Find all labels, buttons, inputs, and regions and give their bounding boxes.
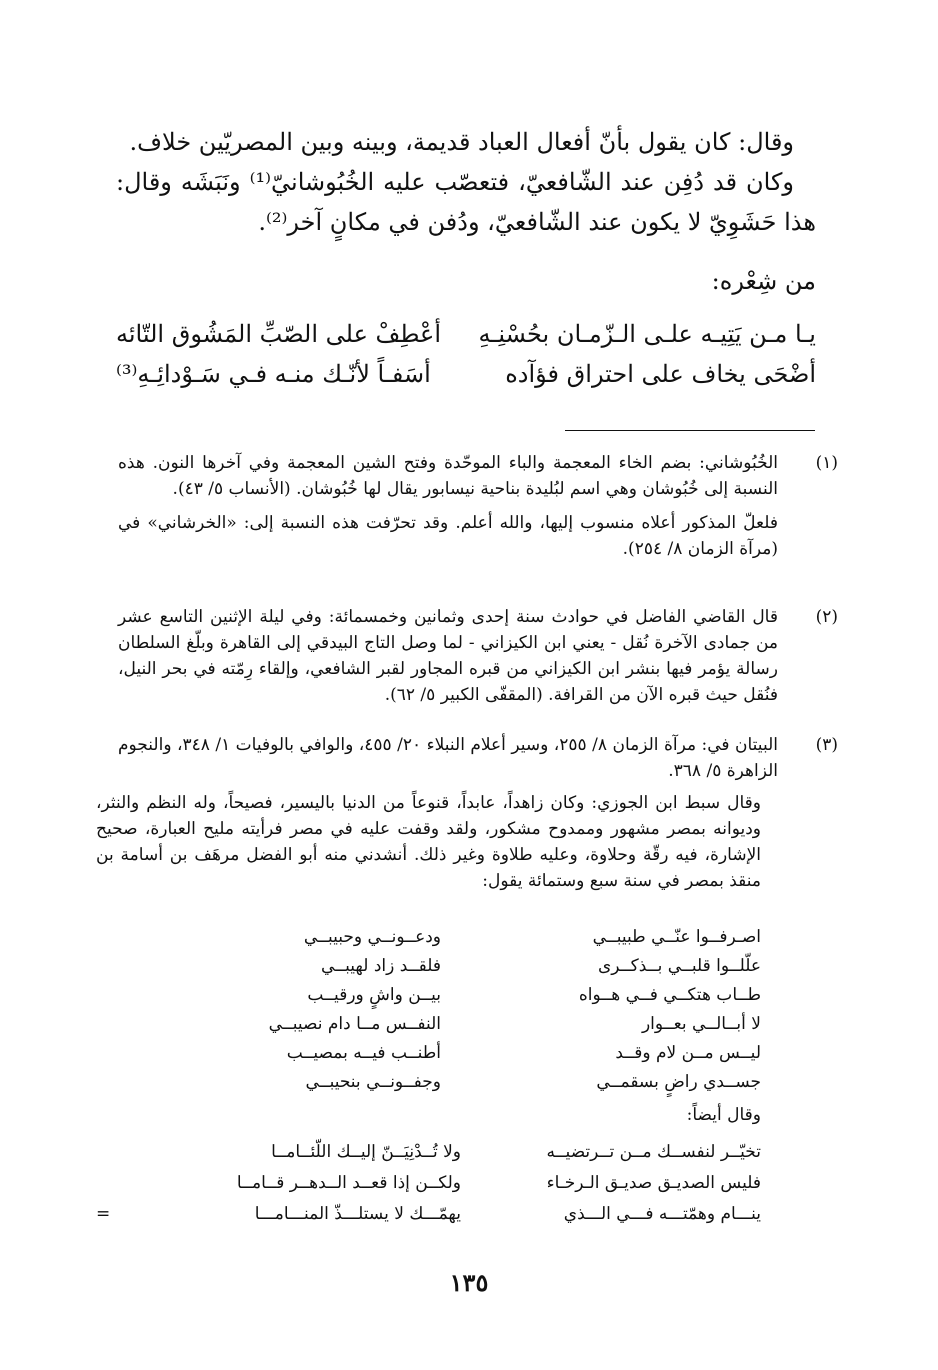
hemistich-second: أطنــب فيــه بمصيــب: [286, 1042, 441, 1063]
main-text: [116, 122, 816, 242]
footnote-1: [118, 450, 838, 562]
hemistich-first: اصـرفــوا عنّــي طبيبــي: [592, 926, 761, 947]
hemistich-first: ليــس مــن لام وقــد: [615, 1042, 761, 1063]
main-paragraph-1: وقال: كان يقول بأنّ أفعال العباد قديمة، وبينه وبين المصريّين خلاف.: [129, 128, 794, 156]
poem-2-line: [201, 1038, 761, 1067]
bio-text: وقال سبط ابن الجوزي: وكان زاهداً، عابداً، قنوعاً من الدنيا باليسير، فصيحاً، وله النظم والنثر، وديوانه بمصر مشهور وممدوح مشكور، ولقد وقفت عليه في مصر فرأيته مليح العبارة، صحيح الإشارة، فيه رقّة وحلاوة، وعليه طلاوة وغير ذلك. أنشدني منه أبو الفضل مرهَف بن أسامة بن منقذ بمصر في سنة سبع وستمائة يقول:: [96, 793, 761, 891]
hemistich-first: جســدي راضٍ بسقمــي: [596, 1071, 761, 1092]
hemistich-second: ولا تُــدْنِيَــنّ إليــك اللّئــامــا: [271, 1141, 461, 1162]
hemistich-first: فليس الصديـق صديـق الـرخـاء: [546, 1172, 761, 1193]
page-number: ١٣٥: [449, 1268, 489, 1297]
footnote-number: (٢): [815, 607, 838, 627]
footnote-paragraph: الخُبُوشاني: بضم الخاء المعجمة والباء الموحّدة وفتح الشين المعجمة وفي آخرها النون. هذه النسبة إلى خُبُوشان وهي اسم لبُليدة بناحية نيسابور يقال لها خُبُوشان. (الأنساب ٥/ ٤٣).: [118, 453, 778, 499]
poem-1: [116, 314, 816, 394]
poem-3-line: [96, 1167, 761, 1198]
poem-3-line: [96, 1136, 761, 1167]
poem-2-line: [201, 922, 761, 951]
footnote-2: [118, 604, 838, 708]
footnote-paragraph: فلعلّ المذكور أعلاه منسوب إليها، والله أعلم. وقد تحرّفت هذه النسبة إلى: «الخرشاني» في (مرآة الزمان ٨/ ٢٥٤).: [118, 513, 778, 559]
hemistich-second: أعْطِفْ على الصّبِّ المَشُوق التّائه: [116, 320, 442, 348]
hemistich-first: أضْحَى يخاف على احتراق فؤآده: [505, 360, 816, 388]
also-label: وقال أيضاً:: [686, 1105, 761, 1125]
footnote-paragraph: قال القاضي الفاضل في حوادث سنة إحدى وثمانين وخمسمائة: وفي ليلة الإثنين التاسع عشر من جمادى الآخرة نُقل - يعني ابن الكيزاني - لما وصل التاج البيدقي إلى القاهرة وبلّغ السلطان رسالة يؤمر فيها بنشر ابن الكيزاني من قبره المجاور لقبر الشافعي، وإلقاء رِمّته في بحر النيل، فنُقل حيث قبره الآن من القرافة. (المقفّى الكبير ٥/ ٦٢).: [118, 607, 778, 705]
hemistich-second: يهمّـــك لا يستلـــذّ المنـــامـــا: [254, 1203, 461, 1224]
poem-2: [201, 922, 761, 1096]
footnote-separator: [565, 430, 815, 431]
hemistich-second: وجفــونــي بنحيبــي: [305, 1071, 441, 1092]
poetry-lead: من شِعْره:: [711, 267, 816, 295]
footnote-number: (١): [815, 453, 838, 473]
poem-3: [96, 1136, 761, 1229]
poem-2-line: [201, 1009, 761, 1038]
hemistich-first: يـا مـن يَتِيـه علـى الـزّمـان بحُسْنِـهِ: [478, 320, 816, 348]
poem-2-line: [201, 951, 761, 980]
bio-paragraph: [96, 790, 761, 894]
hemistich-second: بيــن واشٍ ورقيــب: [307, 984, 441, 1005]
hemistich-first: طــاب هتكــي فــي هــواه: [578, 984, 761, 1005]
footnote-number: (٣): [815, 735, 838, 755]
hemistich-second: أسَفـاً لأنّـك منـه فـي سَـوْدائِـهِ⁽³⁾: [116, 360, 431, 388]
poem-1-line: [116, 354, 816, 394]
poem-1-line: [116, 314, 816, 354]
footnote-paragraph: البيتان في: مرآة الزمان ٨/ ٢٥٥، وسير أعلام النبلاء ٢٠/ ٤٥٥، والوافي بالوفيات ١/ ٣٤٨، والنجوم الزاهرة ٥/ ٣٦٨.: [118, 735, 778, 781]
poem-2-line: [201, 1067, 761, 1096]
hemistich-second: فلقــد زاد لهيبــي: [321, 955, 441, 976]
continuation-mark: =: [96, 1203, 111, 1224]
hemistich-first: علّلــوا قلبــي بــذكــرى: [597, 955, 761, 976]
hemistich-second: ودعــونــي وحبيبــي: [303, 926, 441, 947]
main-paragraph-2: وكان قد دُفِن عند الشّافعيّ، فتعصّب عليه الخُبُوشانيّ⁽¹⁾ ونَبَشَه وقال: هذا حَشَوِيّ لا يكون عند الشّافعيّ، ودُفن في مكانٍ آخر⁽²⁾.: [116, 168, 816, 236]
hemistich-second: النفــس مــا دام نصيبــي: [268, 1013, 441, 1034]
hemistich-first: ينـــام وهمّتـــه فـــي الـــذي: [563, 1203, 761, 1224]
hemistich-second: ولكــن إذا قعــد الــدهــر قــامــا: [236, 1172, 461, 1193]
footnote-3: [118, 732, 838, 784]
hemistich-first: لا أبــالــي بعــوار: [641, 1013, 761, 1034]
poem-3-line: [96, 1198, 761, 1229]
poem-2-line: [201, 980, 761, 1009]
hemistich-first: تخيّــر لنفســك مــن تــرتضيــه: [546, 1141, 761, 1162]
